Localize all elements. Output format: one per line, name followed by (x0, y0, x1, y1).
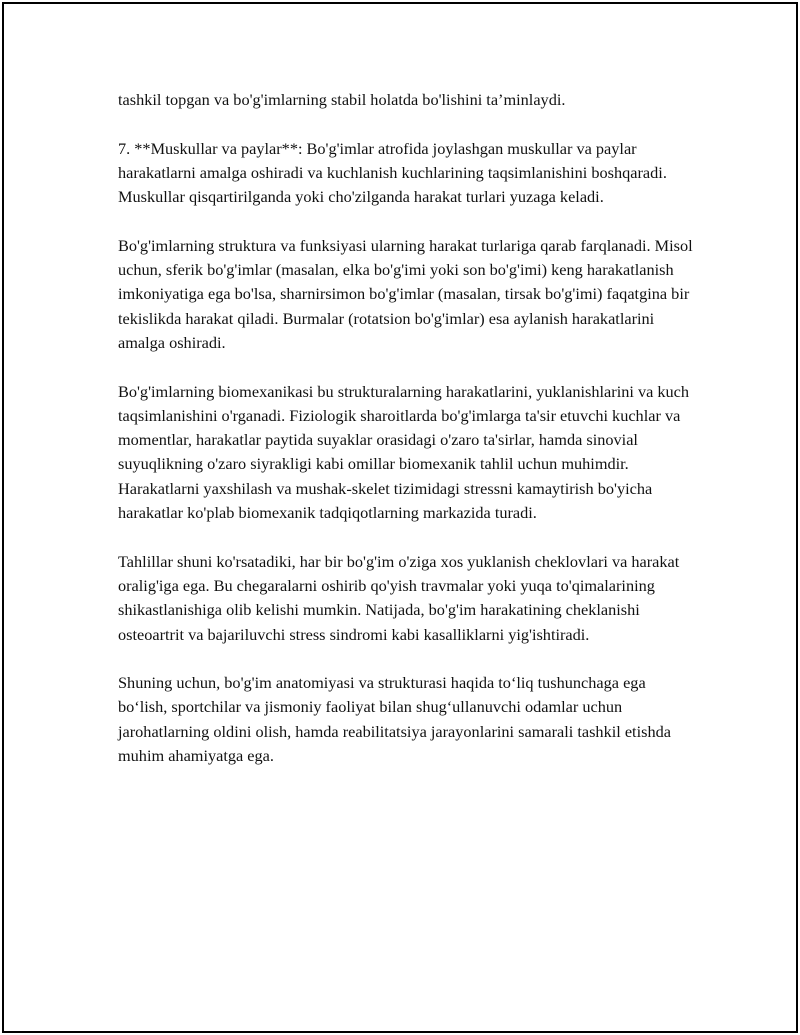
paragraph-muscles-ligaments: 7. **Muskullar va paylar**: Bo'g'imlar atrofida joylashgan muskullar va paylar harakatlarni amalga oshiradi va kuchlanish kuchlarining taqsimlanishini boshqaradi. Muskullar qisqartirilganda yoki cho'zilganda harakat turlari yuzaga keladi. (118, 138, 667, 207)
document-body (118, 88, 698, 793)
paragraph-biomechanics: Bo'g'imlarning biomexanikasi bu strukturalarning harakatlarini, yuklanishlarini va kuch taqsimlanishini o'rganadi. Fiziologik sharoitlarda bo'g'imlarga ta'sir etuvchi kuchlar va momentlar, harakatlar paytida suyaklar orasidagi o'zaro ta'sirlar, hamda sinovial suyuqlikning o'zaro siyrakligi kabi omillar biomexanik tahlil uchun muhimdir. Harakatlarni yaxshilash va mushak-skelet tizimidagi stressni kamaytirish bo'yicha harakatlar ko'plab biomexanik tadqiqotlarning markazida turadi. (118, 381, 690, 523)
paragraph-conclusion: Shuning uchun, bo'g'im anatomiyasi va strukturasi haqida to‘liq tushunchaga ega bo‘lish, sportchilar va jismoniy faoliyat bilan shug‘ullanuvchi odamlar uchun jarohatlarning oldini olish, hamda reabilitatsiya jarayonlarini samarali tashkil etishda muhim ahamiyatga ega. (118, 673, 671, 766)
paragraph-analysis: Tahlillar shuni ko'rsatadiki, har bir bo'g'im o'ziga xos yuklanish cheklovlari va harakat oralig'iga ega. Bu chegaralarni oshirib qo'yish travmalar yoki yuqa to'qimalarining shikastlanishiga olib kelishi mumkin. Natijada, bo'g'im harakatining cheklanishi osteoartrit va bajariluvchi stress sindromi kabi kasalliklarni yig'ishtiradi. (118, 551, 680, 644)
paragraph-joint-structure: Bo'g'imlarning struktura va funksiyasi ularning harakat turlariga qarab farqlanadi. Misol uchun, sferik bo'g'imlar (masalan, elka bo'g'imi yoki son bo'g'imi) keng harakatlanish imkoniyatiga ega bo'lsa, sharnirsimon bo'g'imlar (masalan, tirsak bo'g'imi) faqatgina bir tekislikda harakat qiladi. Burmalar (rotatsion bo'g'imlar) esa aylanish harakatlarini amalga oshiradi. (118, 235, 693, 352)
paragraph-continuation: tashkil topgan va bo'g'imlarning stabil holatda bo'lishini ta’minlaydi. (118, 90, 566, 109)
